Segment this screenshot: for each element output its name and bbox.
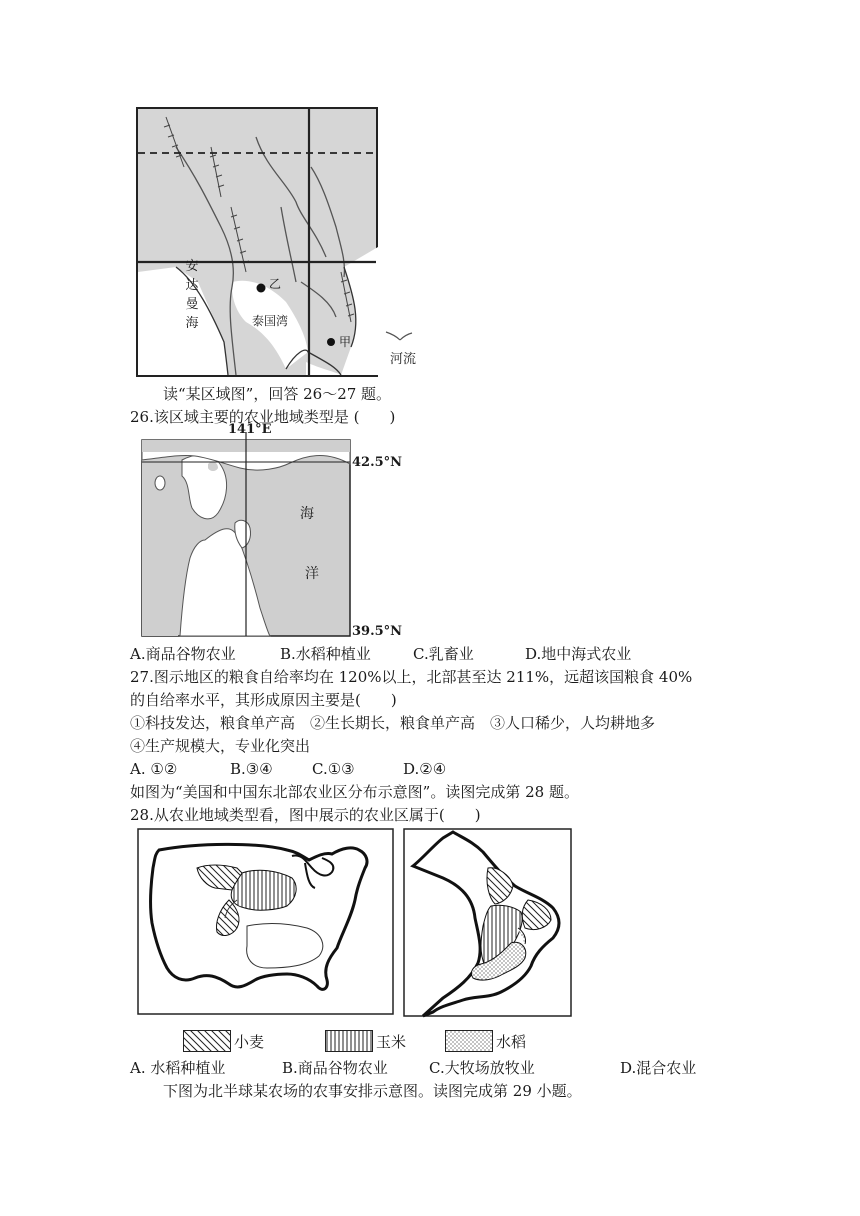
legend-label-wheat: 小麦 — [234, 1032, 265, 1051]
legend-label-corn: 玉米 — [376, 1032, 407, 1051]
q27-option-c: C.①③ — [312, 760, 355, 778]
sea-label-1: 海 — [300, 506, 314, 522]
intro-28: 如图为“美国和中国东北部农业区分布示意图”。读图完成第 28 题。 — [130, 783, 579, 801]
q27-stem-line1: 27.图示地区的粮食自给率均在 120%以上，北部甚至达 211%，远超该国粮食 40% — [130, 668, 693, 686]
andaman-sea-label: 安达曼海 — [185, 259, 199, 331]
q27-stem-line2: 的自给率水平，其形成原因主要是( ) — [130, 691, 397, 709]
q28-option-d: D.混合农业 — [620, 1059, 697, 1077]
q28-option-a: A. 水稻种植业 — [130, 1059, 226, 1077]
question-26-stem: 26.该区域主要的农业地域类型是 ( ) — [130, 408, 396, 426]
q27-statements-line2: ④生产规模大，专业化突出 — [130, 737, 311, 755]
legend-item-corn — [325, 1029, 406, 1053]
q27-statements-line1: ①科技发达，粮食单产高 ②生长期长，粮食单产高 ③人口稀少，人均耕地多 — [130, 714, 656, 732]
latitude-bottom-label: 39.5°N — [352, 624, 403, 639]
sea-label-2: 洋 — [305, 566, 319, 582]
corn-pattern-icon — [325, 1030, 373, 1052]
crop-legend — [183, 1029, 603, 1055]
legend-item-rice — [445, 1029, 526, 1053]
q26-option-a: A.商品谷物农业 — [130, 645, 236, 663]
wheat-pattern-icon — [183, 1030, 231, 1052]
q26-option-b: B.水稻种植业 — [280, 645, 371, 663]
intro-26-27: 读“某区域图”，回答 26～27 题。 — [163, 385, 392, 403]
q28-option-b: B.商品谷物农业 — [282, 1059, 388, 1077]
region-map — [136, 107, 380, 379]
river-label: 河流 — [390, 352, 417, 367]
question-28-stem: 28.从农业地域类型看，图中展示的农业区属于( ) — [130, 806, 481, 824]
usa-agri-map — [137, 828, 395, 1016]
q27-option-d: D.②④ — [403, 760, 447, 778]
point-jia-label: 甲 — [339, 335, 352, 349]
ne-china-agri-map-drawing — [403, 828, 573, 1018]
japan-map-drawing — [140, 428, 355, 640]
latitude-top-label: 42.5°N — [352, 455, 403, 470]
q27-option-b: B.③④ — [230, 760, 273, 778]
q26-option-d: D.地中海式农业 — [525, 645, 632, 663]
river-legend — [384, 330, 444, 370]
point-yi-label: 乙 — [269, 277, 282, 291]
q26-option-c: C.乳畜业 — [413, 645, 474, 663]
rice-pattern-icon — [445, 1030, 493, 1052]
q28-option-c: C.大牧场放牧业 — [429, 1059, 535, 1077]
japan-map — [140, 422, 420, 640]
longitude-label: 141°E — [228, 422, 272, 437]
gulf-thailand-label: 泰国湾 — [252, 314, 289, 328]
ne-china-agri-map — [403, 828, 573, 1018]
intro-29: 下图为北半球某农场的农事安排示意图。读图完成第 29 小题。 — [163, 1082, 582, 1100]
q27-option-a: A. ①② — [130, 760, 178, 778]
legend-item-wheat — [183, 1029, 264, 1053]
usa-agri-map-drawing — [137, 828, 395, 1016]
legend-label-rice: 水稻 — [496, 1032, 527, 1051]
river-symbol-icon — [384, 330, 414, 346]
